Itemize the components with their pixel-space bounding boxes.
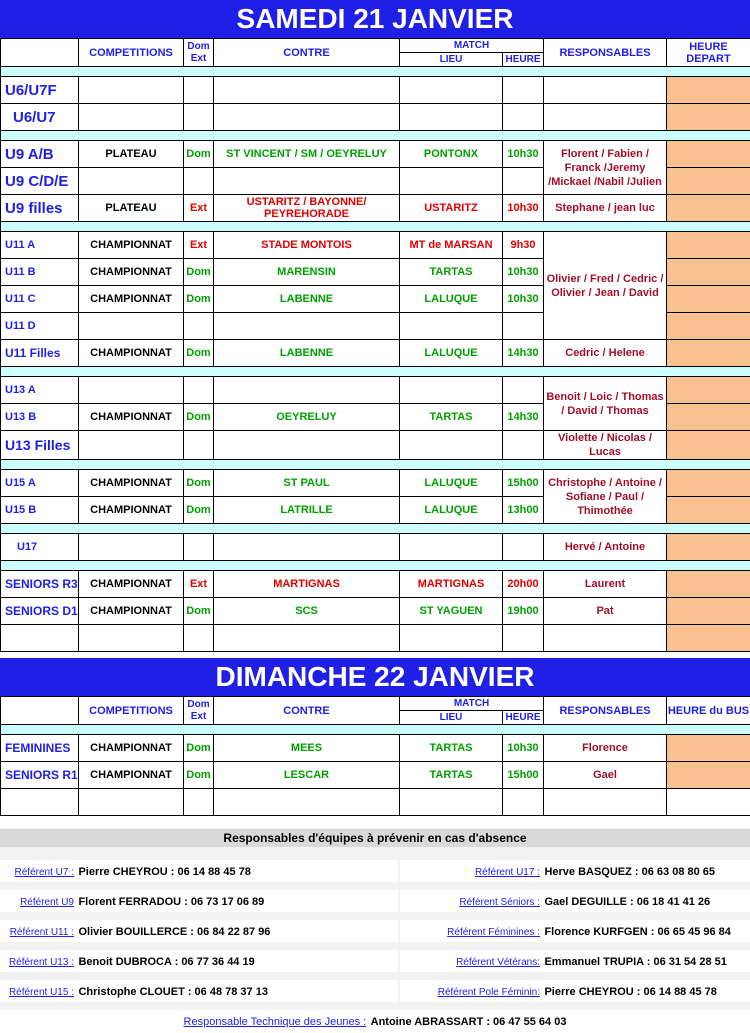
heure-feminines: 10h30	[503, 735, 544, 762]
resp-feminines: Florence	[544, 735, 667, 762]
referent-contact: Christophe CLOUET : 06 48 78 37 13	[78, 986, 268, 998]
domext-d1: Dom	[184, 598, 214, 625]
resp-d1: Pat	[544, 598, 667, 625]
resp-u11: Olivier / Fred / Cedric / Olivier / Jean / David	[544, 232, 667, 340]
team-u13b: U13 B	[1, 404, 79, 431]
team-u11c: U11 C	[1, 286, 79, 313]
comp-r3: CHAMPIONNAT	[79, 571, 184, 598]
contre-u9f: USTARITZ / BAYONNE/ PEYREHORADE	[214, 195, 400, 222]
domext-u15a: Dom	[184, 470, 214, 497]
heure-u11b: 10h30	[503, 259, 544, 286]
lieu-u13b: TARTAS	[400, 404, 503, 431]
resp-u11f: Cedric / Helene	[544, 340, 667, 367]
lieu-d1: ST YAGUEN	[400, 598, 503, 625]
team-u6u7: U6/U7	[1, 104, 79, 131]
saturday-schedule	[0, 38, 750, 652]
comp-u11f: CHAMPIONNAT	[79, 340, 184, 367]
lieu-u15b: LALUQUE	[400, 497, 503, 524]
contre-u11f: LABENNE	[214, 340, 400, 367]
contre-d1: SCS	[214, 598, 400, 625]
team-feminines: FEMININES	[1, 735, 79, 762]
referent-label[interactable]: Référent Séniors :	[400, 892, 540, 914]
comp-u11a: CHAMPIONNAT	[79, 232, 184, 259]
header-lieu: LIEU	[400, 53, 503, 67]
team-u9cde: U9 C/D/E	[1, 168, 79, 195]
team-u6u7f: U6/U7F	[1, 77, 79, 104]
referent-contact: Pierre CHEYROU : 06 14 88 45 78	[544, 986, 716, 998]
domext-u11c: Dom	[184, 286, 214, 313]
comp-r1: CHAMPIONNAT	[79, 762, 184, 789]
referent-row	[0, 920, 398, 942]
resp-r1: Gael	[544, 762, 667, 789]
lieu-u9f: USTARITZ	[400, 195, 503, 222]
technical-manager-contact: Antoine ABRASSART : 06 47 55 64 03	[371, 1016, 567, 1028]
resp-u9f: Stephane / jean luc	[544, 195, 667, 222]
referent-label[interactable]: Référent U13 :	[0, 952, 74, 974]
comp-u15b: CHAMPIONNAT	[79, 497, 184, 524]
sun-header-bus: HEURE du BUS	[667, 697, 750, 725]
contre-u9ab: ST VINCENT / SM / OEYRELUY	[214, 141, 400, 168]
lieu-u9ab: PONTONX	[400, 141, 503, 168]
header-domext	[184, 39, 214, 67]
comp-u9f: PLATEAU	[79, 195, 184, 222]
comp-feminines: CHAMPIONNAT	[79, 735, 184, 762]
domext-u9ab: Dom	[184, 141, 214, 168]
referent-row	[400, 920, 750, 942]
referent-label[interactable]: Référent U15 :	[0, 982, 74, 1004]
technical-manager-label[interactable]: Responsable Technique des Jeunes :	[184, 1016, 367, 1028]
referents-title: Responsables d'équipes à prévenir en cas d'absence	[0, 829, 750, 847]
lieu-u15a: LALUQUE	[400, 470, 503, 497]
referent-row	[0, 860, 398, 882]
header-competitions: COMPETITIONS	[79, 39, 184, 67]
resp-r3: Laurent	[544, 571, 667, 598]
referent-row	[0, 950, 398, 972]
lieu-feminines: TARTAS	[400, 735, 503, 762]
referent-label[interactable]: Référent U7 :	[0, 862, 74, 884]
team-u9f: U9 filles	[1, 195, 79, 222]
referent-label[interactable]: Référent Vétérans:	[400, 952, 540, 974]
comp-u13b: CHAMPIONNAT	[79, 404, 184, 431]
comp-d1: CHAMPIONNAT	[79, 598, 184, 625]
header-dom: Dom	[187, 41, 209, 52]
comp-u11b: CHAMPIONNAT	[79, 259, 184, 286]
header-heure: HEURE	[503, 53, 544, 67]
resp-u15: Christophe / Antoine / Sofiane / Paul / Thimothée	[544, 470, 667, 524]
team-u15a: U15 A	[1, 470, 79, 497]
contre-u15b: LATRILLE	[214, 497, 400, 524]
heure-r1: 15h00	[503, 762, 544, 789]
sun-header-lieu: LIEU	[400, 711, 503, 725]
domext-u11b: Dom	[184, 259, 214, 286]
sunday-title: DIMANCHE 22 JANVIER	[0, 658, 750, 696]
sun-header-competitions: COMPETITIONS	[79, 697, 184, 725]
domext-r1: Dom	[184, 762, 214, 789]
referent-row	[400, 890, 750, 912]
contre-u15a: ST PAUL	[214, 470, 400, 497]
domext-u11f: Dom	[184, 340, 214, 367]
contre-u11b: MARENSIN	[214, 259, 400, 286]
team-u11a: U11 A	[1, 232, 79, 259]
team-u11d: U11 D	[1, 313, 79, 340]
domext-u15b: Dom	[184, 497, 214, 524]
sun-header-dom: Dom	[187, 699, 209, 710]
lieu-u11a: MT de MARSAN	[400, 232, 503, 259]
referent-contact: Herve BASQUEZ : 06 63 08 80 65	[544, 866, 715, 878]
sunday-schedule	[0, 696, 750, 816]
team-d1: SENIORS D1	[1, 598, 79, 625]
referent-label[interactable]: Référent U9	[0, 892, 74, 914]
lieu-u11c: LALUQUE	[400, 286, 503, 313]
referent-contact: Florent FERRADOU : 06 73 17 06 89	[78, 896, 264, 908]
contre-r1: LESCAR	[214, 762, 400, 789]
team-u15b: U15 B	[1, 497, 79, 524]
referent-contact: Florence KURFGEN : 06 65 45 96 84	[544, 926, 730, 938]
team-u11b: U11 B	[1, 259, 79, 286]
referent-contact: Pierre CHEYROU : 06 14 88 45 78	[78, 866, 250, 878]
heure-u13b: 14h30	[503, 404, 544, 431]
sun-header-match: MATCH	[400, 697, 544, 711]
referent-row	[400, 950, 750, 972]
resp-u13: Benoit / Loic / Thomas / David / Thomas	[544, 377, 667, 431]
referent-contact: Emmanuel TRUPIA : 06 31 54 28 51	[544, 956, 726, 968]
domext-u9f: Ext	[184, 195, 214, 222]
resp-u17: Hervé / Antoine	[544, 534, 667, 561]
resp-u13f: Violette / Nicolas / Lucas	[544, 431, 667, 460]
heure-u11a: 9h30	[503, 232, 544, 259]
heure-u15a: 15h00	[503, 470, 544, 497]
saturday-title: SAMEDI 21 JANVIER	[0, 0, 750, 38]
lieu-r3: MARTIGNAS	[400, 571, 503, 598]
team-u17: U17	[1, 534, 79, 561]
contre-r3: MARTIGNAS	[214, 571, 400, 598]
referent-contact: Gael DEGUILLE : 06 18 41 41 26	[544, 896, 710, 908]
heure-u9f: 10h30	[503, 195, 544, 222]
header-contre: CONTRE	[214, 39, 400, 67]
heure-d1: 19h00	[503, 598, 544, 625]
heure-u15b: 13h00	[503, 497, 544, 524]
referent-row	[0, 890, 398, 912]
header-blank	[1, 39, 79, 67]
domext-u11a: Ext	[184, 232, 214, 259]
team-r3: SENIORS R3	[1, 571, 79, 598]
contre-u11c: LABENNE	[214, 286, 400, 313]
referent-label[interactable]: Référent Pole Féminin:	[400, 982, 540, 1004]
comp-u11c: CHAMPIONNAT	[79, 286, 184, 313]
contre-feminines: MEES	[214, 735, 400, 762]
team-u13a: U13 A	[1, 377, 79, 404]
sun-header-contre: CONTRE	[214, 697, 400, 725]
domext-u13b: Dom	[184, 404, 214, 431]
domext-r3: Ext	[184, 571, 214, 598]
sun-header-domext	[184, 697, 214, 725]
heure-u9ab: 10h30	[503, 141, 544, 168]
referent-row	[0, 980, 398, 1002]
heure-u11f: 14h30	[503, 340, 544, 367]
referent-label[interactable]: Référent U11 :	[0, 922, 74, 944]
lieu-u11b: TARTAS	[400, 259, 503, 286]
contre-u11a: STADE MONTOIS	[214, 232, 400, 259]
referent-contact: Benoit DUBROCA : 06 77 36 44 19	[78, 956, 254, 968]
sun-header-responsables: RESPONSABLES	[544, 697, 667, 725]
heure-r3: 20h00	[503, 571, 544, 598]
header-match: MATCH	[400, 39, 544, 53]
comp-u9ab: PLATEAU	[79, 141, 184, 168]
team-r1: SENIORS R1	[1, 762, 79, 789]
team-u13f: U13 Filles	[1, 431, 79, 460]
referent-label[interactable]: Référent U17 :	[400, 862, 540, 884]
team-u9ab: U9 A/B	[1, 141, 79, 168]
referent-label[interactable]: Référent Féminines :	[400, 922, 540, 944]
referent-row	[400, 980, 750, 1002]
heure-u11c: 10h30	[503, 286, 544, 313]
resp-u9: Florent / Fabien / Franck /Jeremy /Mickael /Nabil /Julien	[544, 141, 667, 195]
contre-u13b: OEYRELUY	[214, 404, 400, 431]
lieu-r1: TARTAS	[400, 762, 503, 789]
sun-header-ext: Ext	[191, 711, 207, 722]
referent-row	[400, 860, 750, 882]
referent-contact: Olivier BOUILLERCE : 06 84 22 87 96	[78, 926, 270, 938]
header-responsables: RESPONSABLES	[544, 39, 667, 67]
sun-header-heure: HEURE	[503, 711, 544, 725]
header-depart: HEURE DEPART	[667, 39, 750, 67]
domext-feminines: Dom	[184, 735, 214, 762]
team-u11f: U11 Filles	[1, 340, 79, 367]
lieu-u11f: LALUQUE	[400, 340, 503, 367]
header-ext: Ext	[191, 53, 207, 64]
technical-manager-row	[0, 1010, 750, 1032]
comp-u15a: CHAMPIONNAT	[79, 470, 184, 497]
